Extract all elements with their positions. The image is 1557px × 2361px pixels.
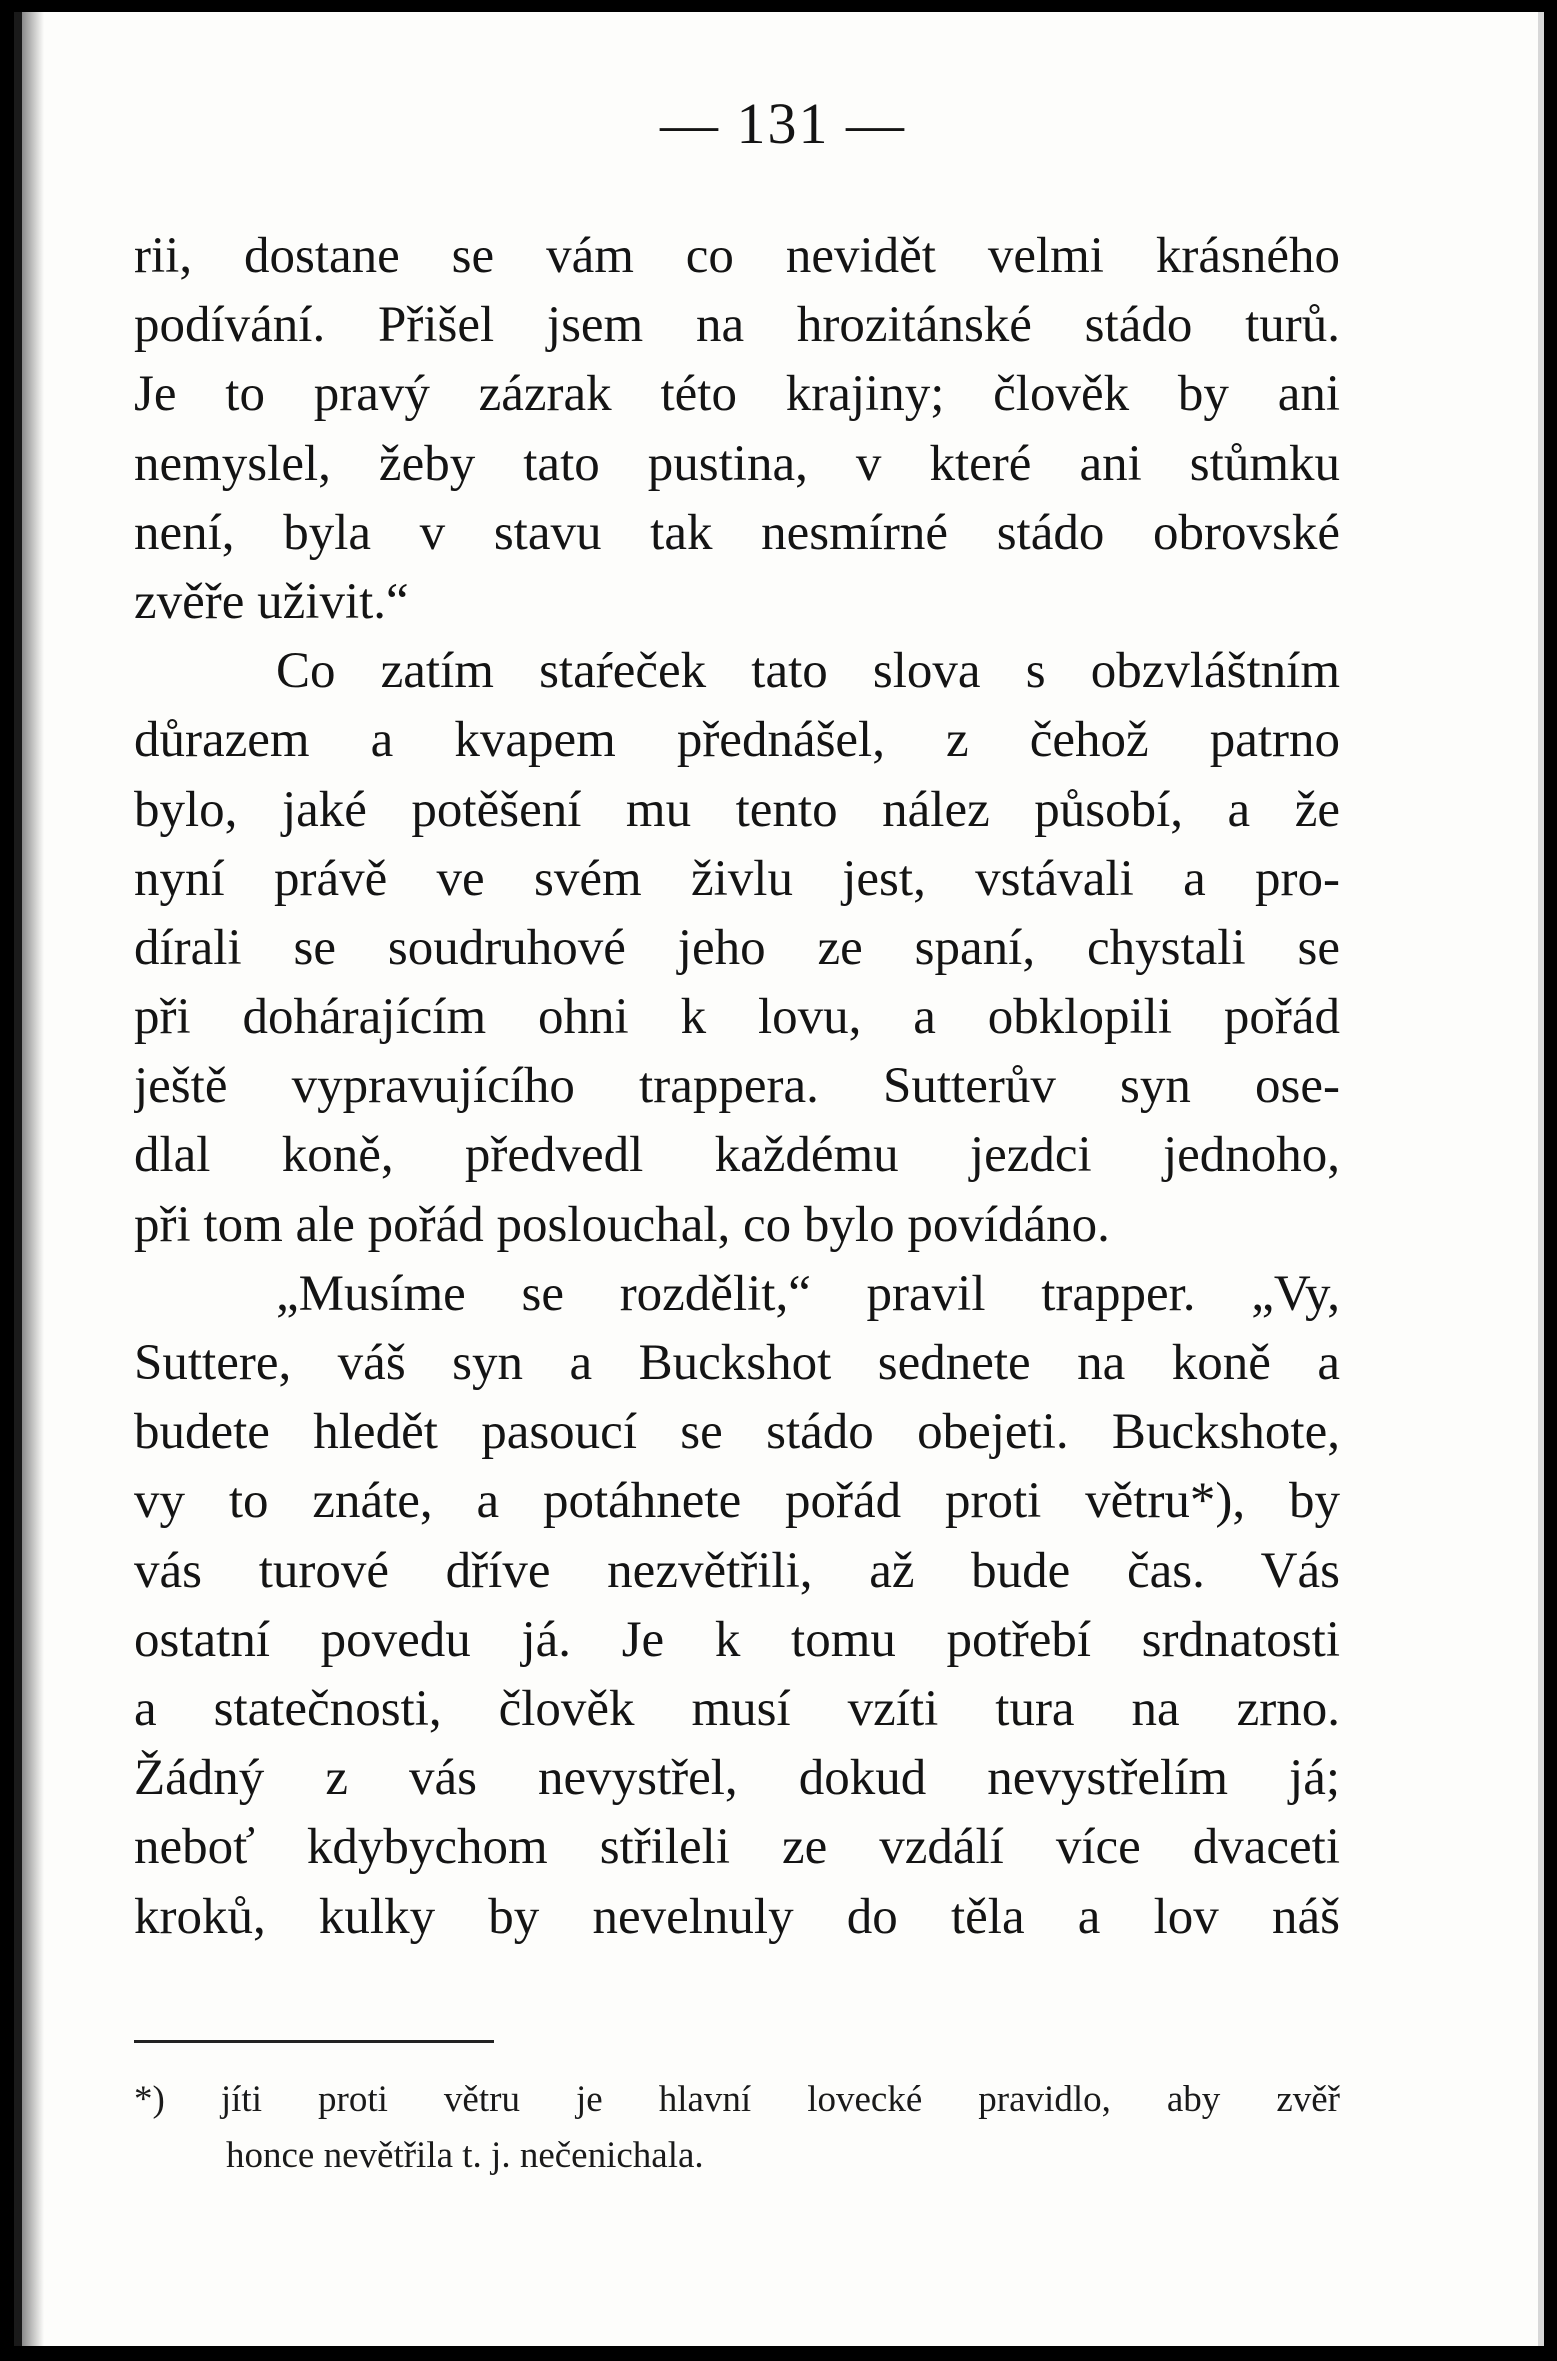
text-line: dlal koně, předvedl každému jezdci jednoho, (134, 1127, 1340, 1184)
text-line: bylo, jaké potěšení mu tento nález působí, a že (134, 781, 1340, 838)
footnote-line: *) jíti proti větru je hlavní lovecké pravidlo, aby zvěř (134, 2079, 1340, 2120)
text-line: zvěře uživit.“ (134, 573, 409, 630)
text-line: budete hledět pasoucí se stádo obejeti. Buckshote, (134, 1404, 1340, 1461)
footnote-divider (134, 2040, 494, 2043)
text-line: a statečnosti, člověk musí vzíti tura na zrno. (134, 1680, 1340, 1737)
text-line: nyní právě ve svém živlu jest, vstávali a pro- (134, 850, 1340, 907)
page-binding-shadow (22, 12, 44, 2346)
text-line: neboť kdybychom střileli ze vzdálí více dvaceti (134, 1819, 1340, 1876)
text-line: Co zatím staŕeček tato slova s obzvláštním (276, 643, 1340, 700)
text-line: kroků, kulky by nevelnuly do těla a lov náš (134, 1888, 1340, 1945)
footnote (134, 2072, 1340, 2184)
text-line: dírali se soudruhové jeho ze spaní, chystali se (134, 919, 1340, 976)
body-text (134, 222, 1340, 1952)
text-line: důrazem a kvapem přednášel, z čehož patrno (134, 712, 1340, 769)
text-line: nemyslel, žeby tato pustina, v které ani stůmku (134, 435, 1340, 492)
text-line: vy to znáte, a potáhnete pořád proti větru*), by (134, 1473, 1340, 1530)
book-page (14, 12, 1544, 2346)
text-line: Žádný z vás nevystřel, dokud nevystřelím já; (134, 1750, 1340, 1807)
text-line: „Musíme se rozdělit,“ pravil trapper. „Vy, (276, 1265, 1340, 1322)
text-line: Suttere, váš syn a Buckshot sednete na koně a (134, 1335, 1340, 1391)
text-line: podívání. Přišel jsem na hrozitánské stádo turů. (134, 297, 1340, 354)
text-line: ostatní povedu já. Je k tomu potřebí srdnatosti (134, 1611, 1340, 1668)
page-right-edge (1538, 12, 1544, 2346)
text-line: při dohárajícím ohni k lovu, a obklopili pořád (134, 989, 1340, 1046)
text-line: není, byla v stavu tak nesmírné stádo obrovské (134, 504, 1340, 561)
text-line: při tom ale pořád poslouchal, co bylo povídáno. (134, 1196, 1110, 1253)
page-number: — 131 — (660, 91, 906, 156)
text-line: ještě vypravujícího trappera. Sutterův syn ose- (134, 1058, 1340, 1115)
footnote-line: honce nevětřila t. j. nečenichala. (226, 2135, 704, 2176)
text-line: Je to pravý zázrak této krajiny; člověk by ani (134, 366, 1340, 423)
text-line: vás turové dříve nezvětřili, až bude čas. Vás (134, 1542, 1340, 1599)
text-line: rii, dostane se vám co nevidět velmi krásného (134, 228, 1340, 284)
